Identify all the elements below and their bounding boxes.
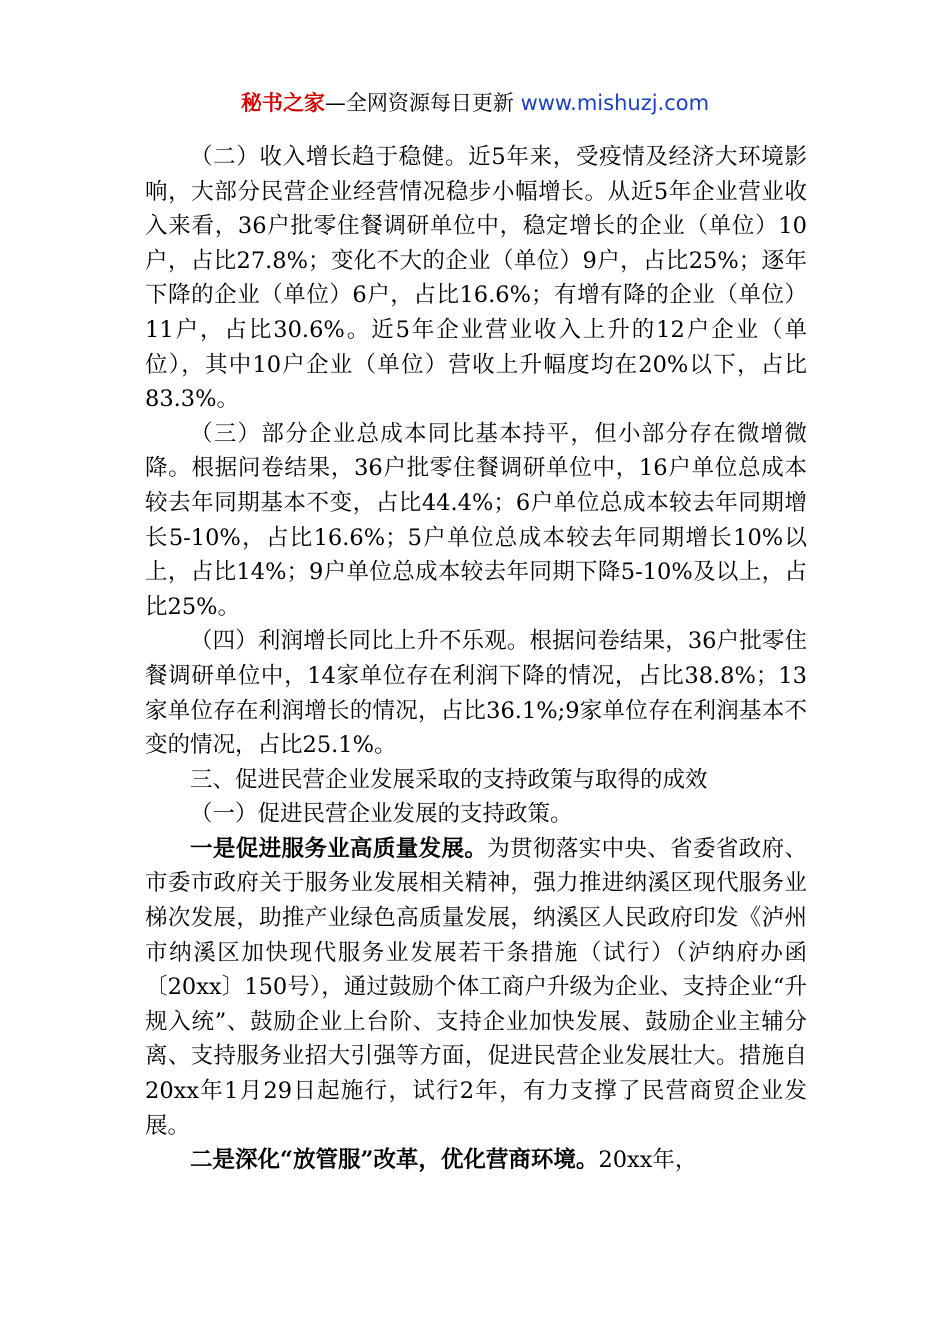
site-tagline: —全网资源每日更新 — [324, 91, 514, 115]
paragraph-service-industry: 一是促进服务业高质量发展。为贯彻落实中央、省委省政府、市委市政府关于服务业发展相关精神，强力推进纳溪区现代服务业梯次发展，助推产业绿色高质量发展，纳溪区人民政府印发《泸州市纳溪区加快现代服务业发展若干条措施（试行）（泸纳府办函〔20xx〕150号），通过鼓励个体工商户升级为企业、支持企业“升规入统”、鼓励企业上台阶、支持企业加快发展、鼓励企业主辅分离、支持服务业招大引强等方面，促进民营企业发展壮大。措施自20xx年1月29日起施行，试行2年，有力支撑了民营商贸企业发展。 — [145, 835, 807, 1139]
paragraph-profit-trend: （四）利润增长同比上升不乐观。根据问卷结果，36户批零住餐调研单位中，14家单位存在利润下降的情况，占比38.8%；13家单位存在利润增长的情况，占比36.1%;9家单位存在利润基本不变的情况，占比25.1%。 — [145, 628, 807, 759]
site-brand: 秘书之家 — [240, 91, 325, 115]
paragraph-business-environment: 二是深化“放管服”改革，优化营商环境。20xx年， — [190, 1147, 698, 1174]
site-header — [0, 86, 950, 120]
document-body — [145, 140, 807, 1178]
paragraph-income-growth: （二）收入增长趋于稳健。近5年来，受疫情及经济大环境影响，大部分民营企业经营情况稳步小幅增长。从近5年企业营业收入来看，36户批零住餐调研单位中，稳定增长的企业（单位）10户，占比27.8%；变化不大的企业（单位）9户，占比25%；逐年下降的企业（单位）6户，占比16.6%；有增有降的企业（单位）11户，占比30.6%。近5年企业营业收入上升的12户企业（单位），其中10户企业（单位）营收上升幅度均在20%以下，占比83.3%。 — [145, 144, 807, 413]
site-url-link[interactable]: www.mishuzj.com — [520, 91, 710, 115]
paragraph-cost-trend: （三）部分企业总成本同比基本持平，但小部分存在微增微降。根据问卷结果，36户批零住餐调研单位中，16户单位总成本较去年同期基本不变，占比44.4%；6户单位总成本较去年同期增长5-10%，占比16.6%；5户单位总成本较去年同期增长10%以上，占比14%；9户单位总成本较去年同期下降5-10%及以上，占比25%。 — [145, 420, 807, 620]
section-heading-policies: 三、促进民营企业发展采取的支持政策与取得的成效 — [190, 766, 708, 793]
lead-phrase: 一是促进服务业高质量发展。 — [190, 835, 488, 862]
subsection-heading-support-policies: （一）促进民营企业发展的支持政策。 — [190, 801, 573, 828]
lead-phrase: 二是深化“放管服”改革，优化营商环境。 — [190, 1147, 599, 1174]
